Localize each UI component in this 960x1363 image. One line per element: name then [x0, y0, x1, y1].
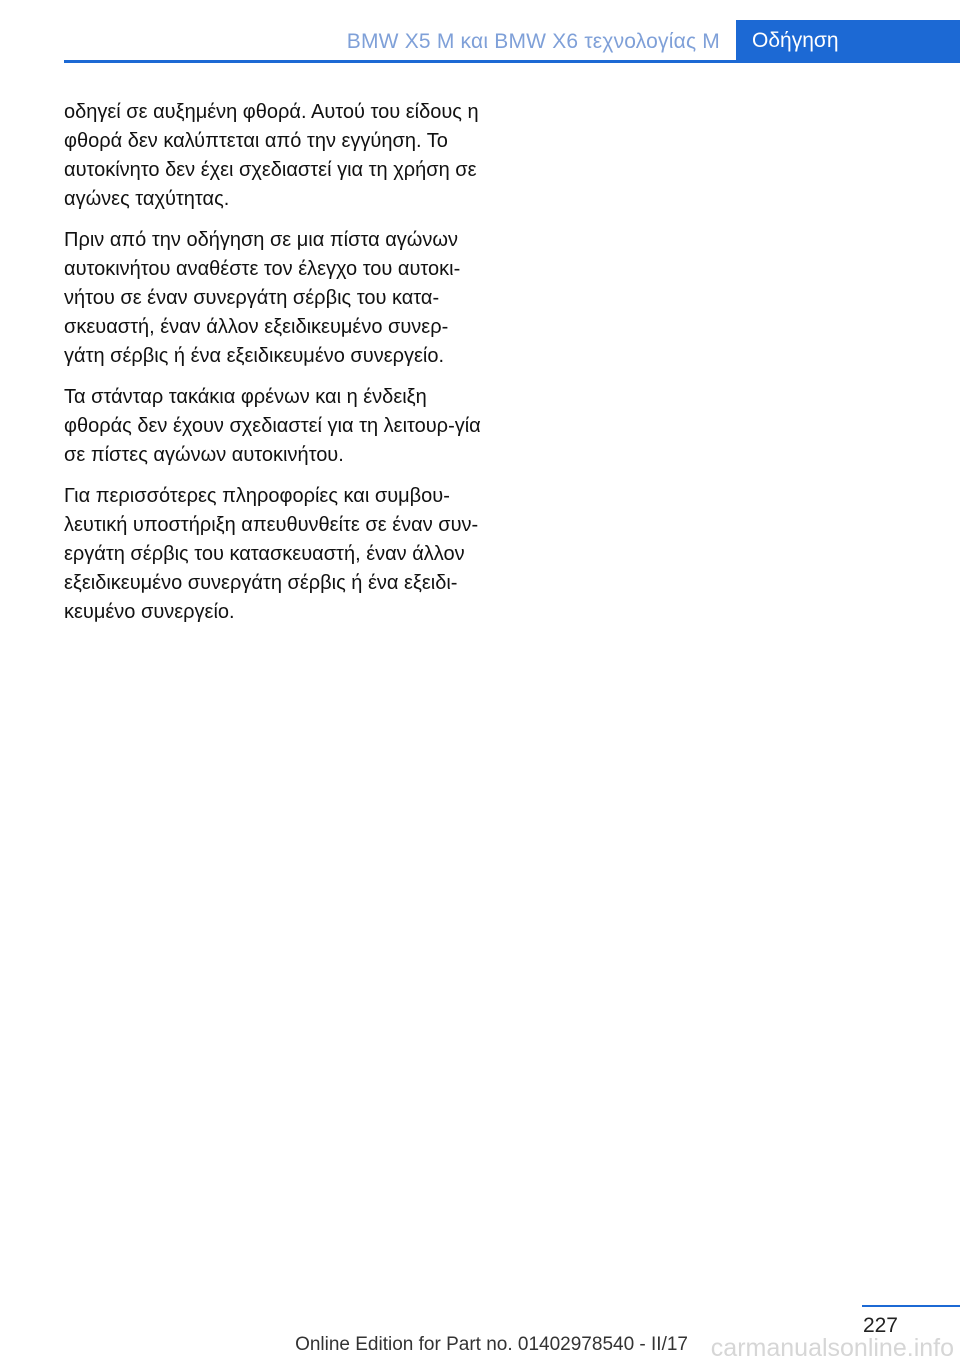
- manual-title: BMW X5 M και BMW X6 τεχνολογίας M: [346, 30, 720, 53]
- paragraph-4: Για περισσότερες πληροφορίες και συμβου-λευτική υποστήριξη απευθυνθείτε σε έναν συν-εργάτη σέρβις του κατασκευαστή, έναν άλλον εξειδικευμένο συνεργάτη σέρβις ή ένα εξειδι-κευμένο συνεργείο.: [64, 485, 479, 623]
- paragraph-3: Τα στάνταρ τακάκια φρένων και η ένδειξη φθοράς δεν έχουν σχεδιαστεί για τη λειτουρ-γία σε πίστες αγώνων αυτοκινήτου.: [64, 386, 481, 466]
- header-divider: [64, 60, 960, 63]
- footer-divider: [862, 1305, 960, 1307]
- paragraph-1: οδηγεί σε αυξημένη φθορά. Αυτού του είδους η φθορά δεν καλύπτεται από την εγγύηση. Το αυτοκίνητο δεν έχει σχεδιαστεί για τη χρήση σε αγώνες ταχύτητας.: [64, 101, 479, 210]
- page-header: [0, 0, 960, 64]
- section-tab: Οδήγηση: [736, 20, 960, 61]
- paragraph-2: Πριν από την οδήγηση σε μια πίστα αγώνων αυτοκινήτου αναθέστε τον έλεγχο του αυτοκι-νήτου σε έναν συνεργάτη σέρβις του κατα-σκευαστή, έναν άλλον εξειδικευμένο συνερ-γάτη σέρβις ή ένα εξειδικευμένο συνεργείο.: [64, 229, 461, 367]
- watermark: carmanualsonline.info: [710, 1334, 954, 1362]
- body-text: [64, 98, 484, 639]
- edition-label: Online Edition for Part no. 01402978540 - II/17: [295, 1334, 688, 1355]
- page-number: 227: [862, 1314, 898, 1337]
